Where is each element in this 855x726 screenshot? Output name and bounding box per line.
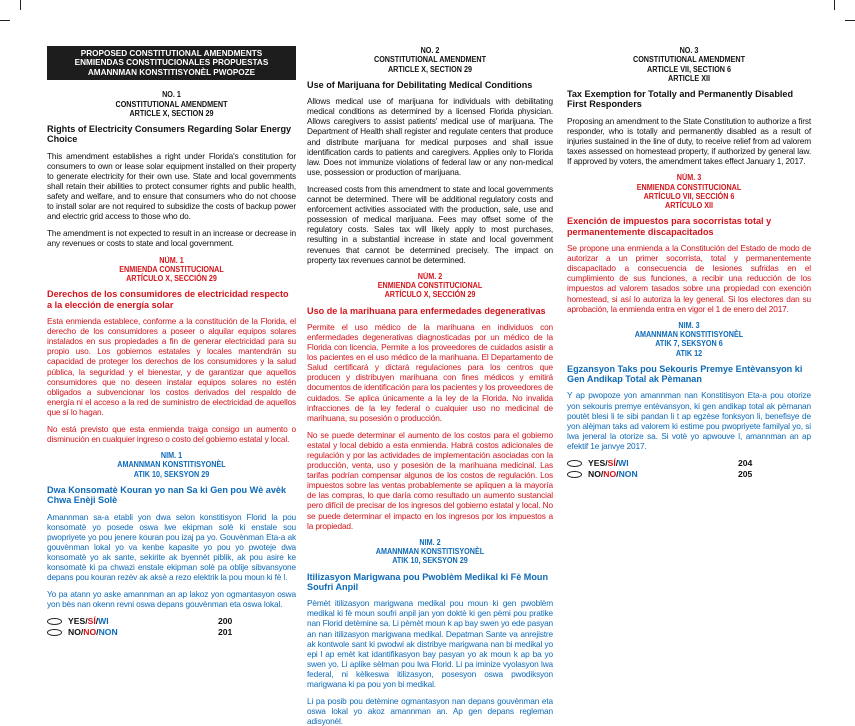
amendment-header — [59, 90, 283, 118]
amendment-summary: Proposing an amendment to the State Constitution to authorize a first responder, who is totally and permanently disabled as a result of injuries sustained in the line of duty, to receive relief from ad valorem taxes assessed on homestead property, if authorized by general law. If approved by voters, the amendment takes effect January 1, 2017. — [567, 115, 811, 167]
amendment-title-creole: Dwa Konsomatè Kouran yo nan Sa ki Gen pou Wè avèk Chwa Enèji Solè — [47, 485, 287, 506]
amendment-financial-impact-spanish: No se puede determinar el aumento de los costos para el gobierno estatal y local debido a esta enmienda. Habrá costos adicionales de regulación y por las actividades de implementación asociadas con la producción, venta, uso y posesión de la marihuana medicinal. Las tarifas podrían compensar algunos de los costos de regulación. Los impuestos sobre las ventas probablemente se apliquen a la mayoría de las compras, lo que daría como resultado un aumento sustancial pero difícil de precisar de los ingresos del gobierno estatal y local. No se puede determinar el impacto en los ingresos por los impuestos a la propiedad. — [307, 429, 553, 531]
column-amendment-2 — [307, 46, 553, 726]
amendment-title-spanish: Derechos de los consumidores de electricidad respecto a la elección de energía solar — [47, 289, 289, 310]
ballot-oval-icon[interactable] — [567, 471, 582, 478]
ballot-oval-icon[interactable] — [47, 618, 62, 625]
amendment-header — [319, 46, 540, 74]
amendment-type: AMANNMAN KONSTITISYONÈL — [117, 460, 226, 470]
amendment-header-spanish — [59, 256, 283, 284]
vote-choices — [567, 458, 811, 480]
amendment-number: NO. 3 — [679, 46, 699, 55]
amendment-article: ARTÍCULO VII, SECCIÓN 6 — [643, 191, 735, 201]
banner-english: PROPOSED CONSTITUTIONAL AMENDMENTS — [80, 49, 263, 58]
amendment-article: ATIK 10, SEKSYON 29 — [133, 469, 210, 479]
choice-number: 205 — [738, 469, 753, 480]
crop-mark-tl-h — [0, 20, 10, 21]
amendment-summary-creole: Amannman sa-a etabli yon dwa selon konstitisyon Florid la pou konsomatè yo posede oswa lwe ekipman solè ki enstale sou pwopriyete yo pou jenere kouran pou izaj pa yo. Gouvènman Eta-a ak gouvènman lokal yo va kenbe kapasite yo pou yo pwoteje dwa konsomatè yo ak sante, sekirite ak byennèt piblik, ak pou asire ke konsomatè ki pa chwazi enstale ekipman solè pa oblije sibvansyone depans pou kouran rezèv ak aksè a rezo elektrik la pou moun ki fè l. — [47, 511, 296, 583]
amendment-type: ENMIENDA CONSTITUCIONAL — [119, 264, 224, 274]
amendment-article-2: ARTICLE XII — [667, 73, 710, 83]
amendment-financial-impact-spanish: No está previsto que esta enmienda traiga consigo un aumento o disminución en cualquier ingreso o costo del gobierno estatal y local. — [47, 423, 296, 445]
amendment-article: ARTÍCULO X, SECCIÓN 29 — [126, 274, 217, 284]
amendment-header-spanish — [319, 272, 540, 300]
amendment-summary-spanish: Permite el uso médico de la marihuana en individuos con enfermedades degenerativas diagnosticadas por un médico de la Florida con licencia. Permite a los proveedores de cuidados asistir a los pacientes en el uso médico de la marihuana. El Departamento de Salud certificará y dictará regulaciones para los centros que producen y distribuyen marihuana con fines médicos y emitirá documentos de identificación para los pacientes y los proveedores de cuidados. Se aplica únicamente a la ley de la Florida. No invalida infracciones de la ley federal o cualquier uso no medicinal de marihuana, su posesión o producción. — [307, 321, 553, 423]
amendment-type: CONSTITUTIONAL AMENDMENT — [633, 55, 745, 65]
amendment-article-2: ATIK 12 — [675, 348, 703, 358]
amendment-summary-spanish: Esta enmienda establece, conforme a la constitución de la Florida, el derecho de los consumidores a poseer o alquilar equipos solares instalados en sus propiedades a fin de generar electricidad para su propio uso. Los gobiernos estatales y locales mantendrán su capacidad de proteger los derechos de los consumidores y la salud pública, la seguridad y el bienestar, y de garantizar que aquellos consumidores que no deseen instalar equipos solares no estén obligados a subvencionar los costos derivados del respaldo de energía ni el acceso a la red de suministro de electricidad de aquellos que sí lo hagan. — [47, 316, 296, 417]
ballot-banner — [47, 46, 296, 80]
amendment-financial-impact: Increased costs from this amendment to state and local governments cannot be determined. There will be additional regulatory costs and enforcement activities associated with the production, sale, use and possession of medical marijuana. Fees may offset some of the regulatory costs. Sales tax will likely apply to most purchases, resulting in a substantial increase in state and local government revenues that cannot be determined precisely. The impact on property tax revenues cannot be determined. — [307, 183, 553, 265]
vote-option-no[interactable]: NO/NO/NON 201 — [47, 627, 296, 638]
amendment-title-creole: Itilizasyon Marigwana pou Pwoblèm Medikal ki Fè Moun Soufri Anpil — [307, 571, 549, 592]
amendment-header — [579, 46, 799, 83]
amendment-type: CONSTITUTIONAL AMENDMENT — [115, 99, 228, 109]
amendment-number: NO. 2 — [420, 46, 440, 55]
crop-mark-tl-v — [20, 0, 21, 10]
amendment-article-2: ARTÍCULO XII — [664, 201, 714, 211]
vote-option-yes[interactable]: YES/SÍ/WI 204 — [567, 458, 811, 469]
amendment-title: Tax Exemption for Totally and Permanently Disabled First Responders — [567, 89, 794, 110]
column-amendment-3 — [567, 46, 811, 706]
amendment-article: ARTICLE X, SECTION 29 — [387, 64, 473, 74]
amendment-header-creole — [59, 451, 283, 479]
amendment-number: NIM. 2 — [419, 537, 441, 547]
amendment-summary: This amendment establishes a right under Florida's constitution for consumers to own or lease solar equipment installed on their property to generate electricity for their own use. State and local governments shall retain their abilities to protect consumer rights and public health, safety and welfare, and to ensure that consumers who do not choose to install solar are not required to subsidize the costs of backup power and electric grid access to those who do. — [47, 150, 296, 222]
amendment-article: ATIK 10, SEKSYON 29 — [392, 556, 468, 566]
amendment-title: Rights of Electricity Consumers Regarding Solar Energy Choice — [47, 124, 292, 145]
amendment-summary: Allows medical use of marijuana for individuals with debilitating medical conditions as determined by a licensed Florida physician. Allows caregivers to assist patients' medical use of marijuana. The Department of Health shall register and regulate centers that produce and distribute marijuana for medical purposes and shall issue identification cards to patients and caregivers. Applies only to Florida law. Does not immunize violations of federal law or any non-medical use, possession or production of marijuana. — [307, 96, 553, 177]
amendment-type: ENMIENDA CONSTITUCIONAL — [636, 182, 742, 192]
amendment-type: ENMIENDA CONSTITUCIONAL — [377, 280, 483, 290]
amendment-article: ATIK 7, SEKSYON 6 — [655, 339, 723, 349]
amendment-number: NÚM. 1 — [159, 255, 184, 265]
choice-number: 204 — [738, 458, 753, 469]
vote-choices — [47, 616, 296, 638]
choice-number: 201 — [218, 627, 233, 638]
amendment-number: NIM. 1 — [160, 451, 183, 461]
vote-option-yes[interactable]: YES/SÍ/WI 200 — [47, 616, 296, 627]
amendment-type: AMANNMAN KONSTITISYONÈL — [375, 547, 485, 557]
amendment-header-creole — [579, 321, 799, 358]
amendment-number: NO. 1 — [162, 90, 181, 100]
amendment-title-creole: Egzansyon Taks pou Sekouris Premye Entèvansyon ki Gen Andikap Total ak Pèmanan — [567, 363, 803, 385]
amendment-financial-impact-creole: Yo pa atann yo aske amannman an ap lakoz yon ogmantasyon oswa yon bès nan okenn revni oswa depans gouvènman eta oswa lokal. — [47, 589, 296, 610]
amendment-summary-creole: Pèmèt itilizasyon marigwana medikal pou moun ki gen pwoblèm medikal ki fè moun soufri anpil jan yon doktè ki gen pèmi pou pratike nan Florid detèmine sa. Li pèmèt moun k ap bay swen yo ede pasyan an nan itilizasyon marigwana medikal. Depatman Sante va anrejistre ak kontwole sant ki pwodwi ak distribye marigwana nan bi medikal yo epi l ap emèt kat idantifikasyon bay pasyan yo ak moun k ap ba yo swen yo. Li aplike sèlman pou lwa Florid. Li pa iminize vyolasyon lwa federal, ni kèlkeswa itilizasyon, posesyon oswa pwodiksyon marigwana ki pa pou yon bi medikal. — [307, 598, 553, 689]
banner-spanish: ENMIENDAS CONSTITUCIONALES PROPUESTAS — [74, 58, 269, 68]
choice-number: 200 — [218, 616, 233, 627]
amendment-article: ARTÍCULO X, SECCIÓN 29 — [384, 290, 476, 300]
amendment-title: Use of Marijuana for Debilitating Medical Conditions — [307, 79, 533, 90]
amendment-financial-impact-creole: Li pa posib pou detèmine ogmantasyon nan depans gouvènman eta oswa lokal yo akoz amannman an. Ap gen depans regleman adisyonèl. — [307, 696, 553, 726]
vote-option-no[interactable]: NO/NO/NON 205 — [567, 469, 811, 480]
amendment-summary-creole: Y ap pwopoze yon amannman nan Konstitisyon Eta-a pou otorize yon sekouris premye entèvansyon, ki gen andikap total ak pèmanan poutèt blesi li te sibi pandan li t ap egzèse fonksyon li, benefisye de yon alèjman taks ad valorem ki estime pou pwopriyete familyal yo, si lwa jeneral la otorize sa. Si votè yo apwouve l, amannman an ap efektif 1e janvye 2017. — [567, 390, 811, 451]
amendment-header-spanish — [579, 173, 799, 210]
ballot-oval-icon[interactable] — [47, 629, 62, 636]
amendment-financial-impact: The amendment is not expected to result in an increase or decrease in any revenues or costs to state and local government. — [47, 228, 296, 249]
amendment-header-creole — [319, 538, 540, 566]
banner-creole: AMANNMAN KONSTITISYONÈL PWOPOZE — [87, 67, 256, 77]
column-amendment-1 — [47, 46, 296, 706]
crop-mark-tr-h — [845, 20, 855, 21]
amendment-type: AMANNMAN KONSTITISYONÈL — [634, 329, 744, 339]
crop-mark-tr-v — [834, 0, 835, 10]
amendment-number: NÚM. 3 — [676, 173, 702, 183]
amendment-number: NIM. 3 — [678, 320, 700, 330]
amendment-summary-spanish: Se propone una enmienda a la Constitución del Estado de modo de autorizar a un primer socorrista, total y permanentemente discapacitado a consecuencia de lesiones sufridas en el cumplimiento de sus funciones, a recibir una reducción de los impuestos ad valorem tasados sobre una propiedad con exención homestead, si así lo autoriza la ley general. Si los electores dan su aprobación, la enmienda entra en vigor el 1 de enero del 2017. — [567, 243, 811, 314]
amendment-number: NÚM. 2 — [417, 271, 443, 281]
amendment-type: CONSTITUTIONAL AMENDMENT — [374, 55, 486, 65]
amendment-article: ARTICLE VII, SECTION 6 — [646, 64, 732, 74]
amendment-title-spanish: Uso de la marihuana para enfermedades degenerativas — [307, 305, 546, 316]
amendment-title-spanish: Exención de impuestos para socorristas total y permanentemente discapacitados — [567, 216, 772, 237]
amendment-article: ARTICLE X, SECTION 29 — [129, 108, 214, 118]
ballot-oval-icon[interactable] — [567, 460, 582, 467]
